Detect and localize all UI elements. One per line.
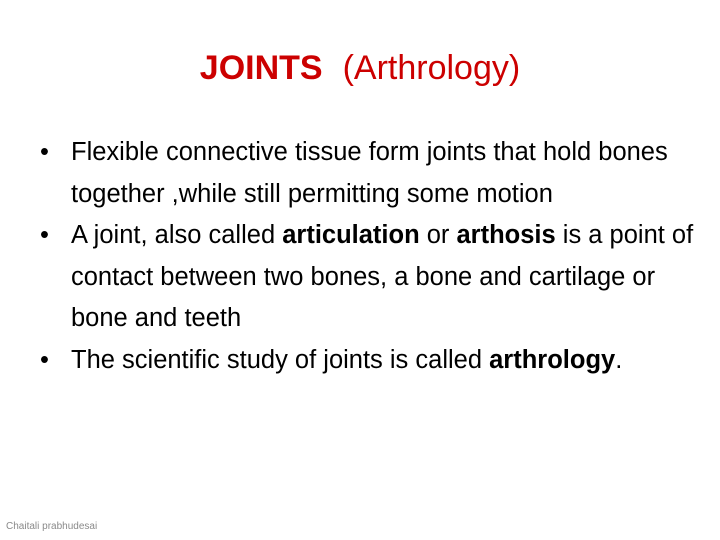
bullet-text: .: [615, 345, 623, 374]
bullet-item-2: [40, 215, 700, 340]
bullet-text: or: [419, 221, 457, 249]
bullet-marker: •: [40, 221, 49, 249]
term-arthrology: arthrology: [489, 345, 616, 374]
bullet-item-1: [40, 132, 700, 215]
term-articulation: articulation: [282, 221, 420, 249]
title-main: JOINTS: [199, 49, 323, 87]
bullet-marker: •: [40, 138, 49, 166]
author-credit: Chaitali prabhudesai: [6, 521, 98, 532]
bullet-text: The scientific study of joints is called: [71, 345, 490, 374]
bullet-text: Flexible connective tissue form joints that hold bones together ,while still permitting some motion: [71, 138, 668, 208]
slide-title: [0, 44, 720, 92]
bullet-item-3: [40, 340, 700, 382]
bullet-text: A joint, also called: [71, 221, 283, 249]
bullet-list: [40, 132, 700, 381]
title-sub: (Arthrology): [342, 49, 521, 87]
bullet-text: is a point of contact between two bones, a bone and cartilage or bone and teeth: [71, 221, 694, 332]
bullet-marker: •: [40, 345, 49, 374]
term-arthosis: arthosis: [456, 221, 556, 249]
